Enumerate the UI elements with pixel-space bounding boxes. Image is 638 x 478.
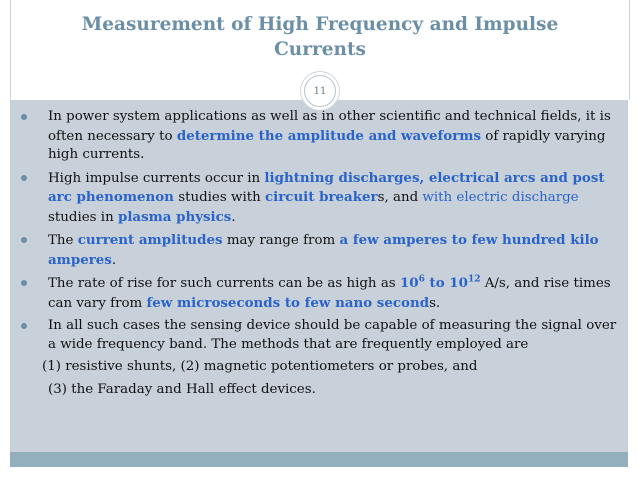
bullet-text: The rate of rise for such currents can be as high as (48, 276, 400, 291)
highlight-text: few microseconds to few nano second (146, 294, 430, 311)
slide-title (11, 12, 629, 62)
methods-line-2: (3) the Faraday and Hall effect devices. (48, 381, 316, 397)
bullet-icon (21, 114, 27, 120)
rate-exponent: 6 (418, 274, 425, 285)
slide-number: 11 (313, 85, 327, 97)
highlight-text: determine the amplitude and waveforms (176, 127, 481, 144)
bullet-item-2 (20, 169, 620, 228)
rate-base-2: 10 (449, 275, 468, 291)
bullet-list (20, 108, 620, 403)
bullet-text: may range from (222, 233, 340, 248)
bullet-icon (21, 175, 27, 181)
rate-range (400, 275, 481, 291)
slide-number-badge (304, 75, 336, 107)
highlight-text: circuit breaker (265, 189, 378, 205)
bullet-icon (21, 323, 27, 329)
bullet-text: s. (429, 295, 441, 311)
methods-line-1: (1) resistive shunts, (2) magnetic potentiometers or probes, and (42, 359, 478, 374)
bullet-text: . (111, 252, 117, 268)
rate-exponent-2: 12 (467, 274, 481, 285)
bullet-icon (21, 237, 27, 243)
bullet-text: A/s, and rise times can vary from (48, 276, 611, 311)
bullet-item-3 (20, 231, 620, 270)
highlight-text: plasma physics (117, 208, 232, 225)
bullet-text: studies in (48, 209, 118, 225)
bullet-item-1 (20, 108, 620, 165)
rate-base: 10 (399, 275, 419, 291)
bullet-text: In power system applications as well as in other scientific and technical fields, it is often necessary to (48, 109, 611, 144)
bullet-text: studies with (173, 190, 265, 205)
bullet-item-5 (20, 317, 620, 354)
bullet-text: s, and (377, 190, 423, 205)
slide-title-line-1: Measurement of High Frequency and Impulse (81, 14, 559, 35)
rate-to: to (424, 275, 450, 291)
highlight-text: lightning discharges, electrical arcs and post arc phenomenon (48, 169, 605, 205)
bullet-text: of rapidly varying high currents. (48, 128, 606, 162)
footer-bar (10, 452, 628, 467)
bullet-text: The (48, 233, 78, 248)
slide-title-line-2: Currents (274, 39, 366, 60)
bullet-text: In all such cases the sensing device should be capable of measuring the signal over a wide frequency band. The methods that are frequently employed are (48, 318, 617, 352)
bullet-icon (21, 280, 27, 286)
highlight-text: with electric discharge (422, 190, 579, 205)
highlight-text: a few amperes to few hundred kilo amperes (48, 232, 599, 268)
bullet-text: . (231, 209, 236, 225)
bullet-item-4 (20, 274, 620, 313)
highlight-text: current amplitudes (77, 232, 223, 248)
bullet-text: High impulse currents occur in (48, 170, 265, 186)
